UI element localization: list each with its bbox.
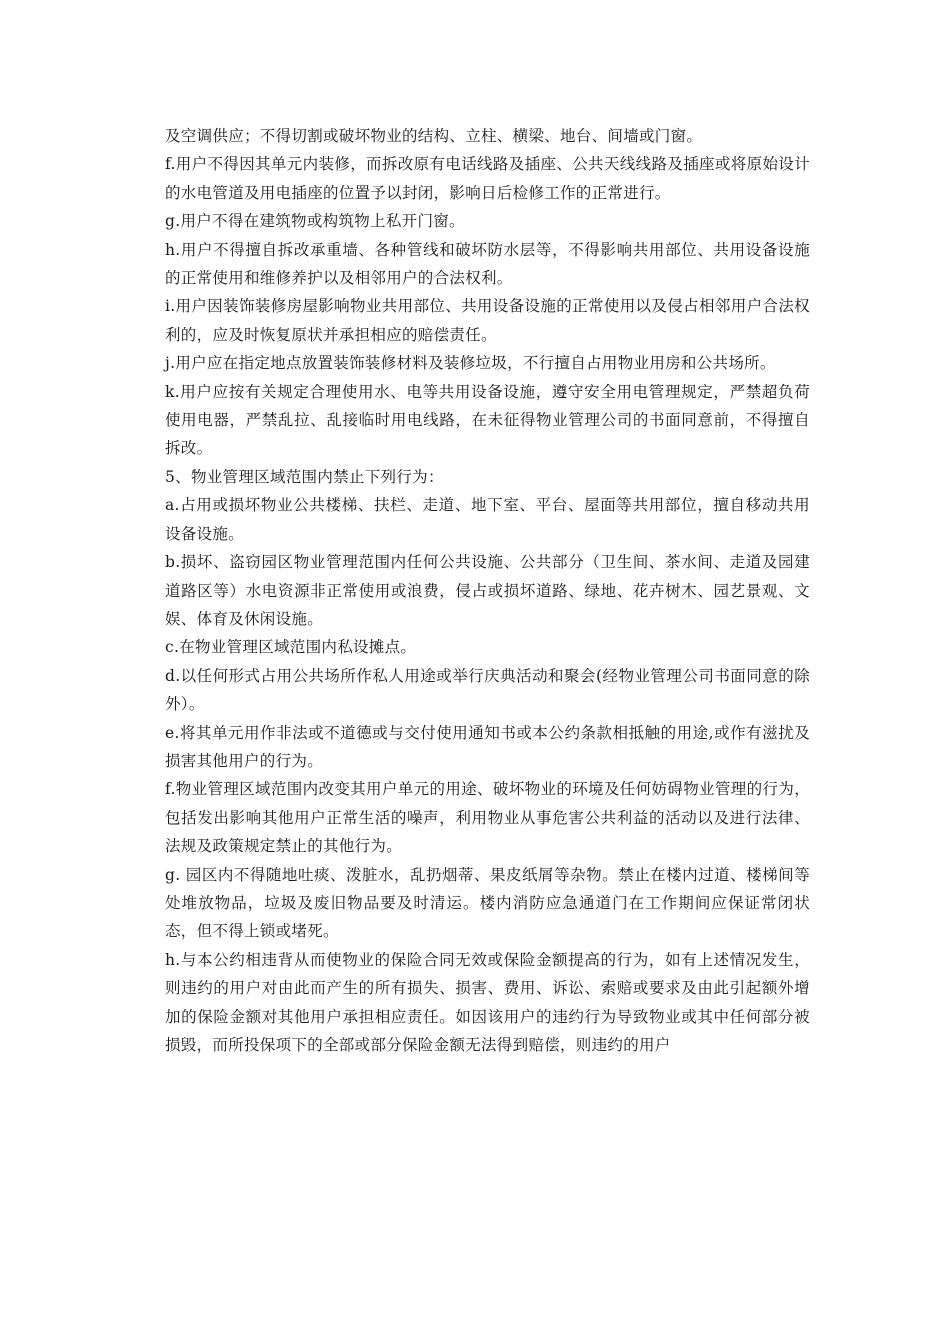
- paragraph-h-insurance: h.与本公约相违背从而使物业的保险合同无效或保险金额提高的行为，如有上述情况发生，则违约的用户对由此而产生的所有损失、损害、费用、诉讼、索赔或要求及由此引起额外增加的保险金额对其他用户承担相应责任。如因该用户的违约行为导致物业或其中任何部分被损毁，而所投保项下的全部或部分保险金额无法得到赔偿，则违约的用户: [165, 950, 810, 1054]
- paragraph-aircon-structure: 及空调供应；不得切割或破坏物业的结构、立柱、横梁、地台、间墙或门窗。: [165, 127, 703, 145]
- document-body: [165, 122, 810, 1059]
- paragraph-b-facilities: b.损坏、盗窃园区物业管理范围内任何公共设施、公共部分（卫生间、茶水间、走道及园建道路区等）水电资源非正常使用或浪费，侵占或损坏道路、绿地、花卉树木、园艺景观、文娱、体育及休闲设施。: [165, 553, 810, 628]
- paragraph-h-walls: h.用户不得擅自拆改承重墙、各种管线和破坏防水层等，不得影响共用部位、共用设备设施的正常使用和维修养护以及相邻用户的合法权利。: [165, 240, 810, 288]
- paragraph-j-materials: j.用户应在指定地点放置装饰装修材料及装修垃圾，不行擅自占用物业用房和公共场所。: [165, 354, 776, 373]
- paragraph-c-stalls: c.在物业管理区域范围内私设摊点。: [165, 638, 417, 657]
- paragraph-d-public-spaces: d.以任何形式占用公共场所作私人用途或举行庆典活动和聚会(经物业管理公司书面同意的除外）。: [165, 666, 810, 714]
- paragraph-f-environment: f.物业管理区域范围内改变其用户单元的用途、破坏物业的环境及任何妨碍物业管理的行为，包括发出影响其他用户正常生活的噪声，利用物业从事危害公共利益的活动以及进行法律、法规及政策规定禁止的其他行为。: [165, 780, 810, 856]
- paragraph-g-hygiene: g. 园区内不得随地吐痰、泼脏水，乱扔烟蒂、果皮纸屑等杂物。禁止在楼内过道、楼梯间等处堆放物品，垃圾及废旧物品要及时清运。楼内消防应急通道门在工作期间应保证常闭状态，但不得上锁或堵死。: [165, 865, 810, 941]
- section-heading-prohibited: 5、物业管理区域范围内禁止下列行为：: [165, 467, 444, 486]
- paragraph-f-wiring: f.用户不得因其单元内装修，而拆改原有电话线路及插座、公共天线线路及插座或将原始设计的水电管道及用电插座的位置予以封闭，影响日后检修工作的正常进行。: [165, 155, 810, 202]
- paragraph-e-illegal-use: e.将其单元用作非法或不道德或与交付使用通知书或本公约条款相抵触的用途,或作有滋扰及损害其他用户的行为。: [165, 723, 810, 770]
- paragraph-g-windows: g.用户不得在建筑物或构筑物上私开门窗。: [165, 212, 465, 231]
- paragraph-a-common-areas: a.占用或损坏物业公共楼梯、扶栏、走道、地下室、平台、屋面等共用部位，擅自移动共用设备设施。: [165, 496, 810, 543]
- paragraph-k-electricity: k.用户应按有关规定合理使用水、电等共用设备设施，遵守安全用电管理规定，严禁超负荷使用电器，严禁乱拉、乱接临时用电线路，在未征得物业管理公司的书面同意前，不得擅自拆改。: [165, 382, 810, 458]
- paragraph-i-restore: i.用户因装饰装修房屋影响物业共用部位、共用设备设施的正常使用以及侵占相邻用户合法权利的，应及时恢复原状并承担相应的赔偿责任。: [165, 297, 810, 344]
